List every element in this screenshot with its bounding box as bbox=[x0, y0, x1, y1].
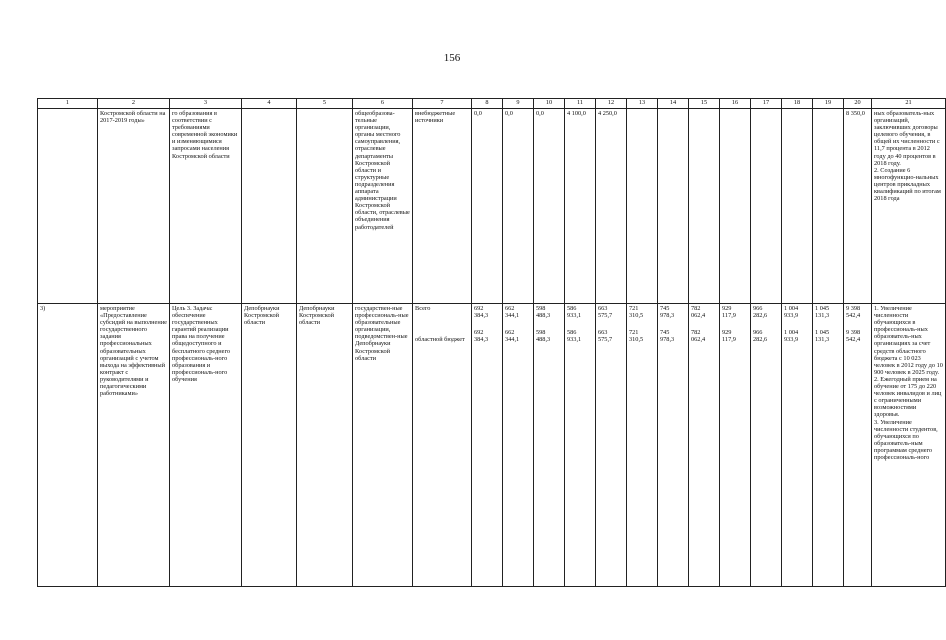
value-budget: 1 045 131,3 bbox=[815, 329, 830, 344]
table-cell bbox=[413, 304, 472, 587]
table-cell: ных образователь-ных организаций, заключивших договоры целевого обучения, в общей их численности с 11,7 процента в 2012 году до 40 процентов в 2018 году. 2. Создание 6 многофункцио-нальных центров прикладных квалификаций по итогам 2018 года bbox=[872, 109, 946, 304]
header-row bbox=[38, 99, 946, 109]
table-cell: мероприятие «Предоставление субсидий на выполнение государственного задания профессиональных образовательных организаций с учетом выхода на эффективный контракт с руководителями и педагогическими работниками» bbox=[98, 304, 170, 587]
value-budget: 929 117,9 bbox=[722, 329, 736, 344]
table-row bbox=[38, 304, 946, 587]
table-cell: 0,0 bbox=[503, 109, 534, 304]
header-cell: 3 bbox=[170, 99, 242, 109]
table-cell bbox=[596, 304, 627, 587]
table-cell: государствен-ные профессиональ-ные образовательные организации, подведомствен-ные Депобрнауки Костромской области bbox=[353, 304, 413, 587]
table-cell: Депобрнауки Костромской области bbox=[242, 304, 297, 587]
table-cell bbox=[627, 304, 658, 587]
value-budget: 598 488,3 bbox=[536, 329, 551, 344]
value-budget: 692 384,3 bbox=[474, 329, 489, 344]
table-cell: внебюджетные источники bbox=[413, 109, 472, 304]
header-cell: 11 bbox=[565, 99, 596, 109]
table-cell bbox=[658, 109, 689, 304]
table-cell bbox=[689, 304, 720, 587]
header-cell: 21 bbox=[872, 99, 946, 109]
table-cell: 3) bbox=[38, 304, 98, 587]
header-cell: 16 bbox=[720, 99, 751, 109]
value-total: 586 933,1 bbox=[567, 305, 582, 320]
value-budget: 586 933,1 bbox=[567, 329, 582, 344]
table-cell bbox=[38, 109, 98, 304]
header-cell: 9 bbox=[503, 99, 534, 109]
value-total: 9 398 542,4 bbox=[846, 305, 861, 320]
value-budget: 1 004 933,9 bbox=[784, 329, 799, 344]
value-budget: 662 344,1 bbox=[505, 329, 520, 344]
table-cell bbox=[565, 304, 596, 587]
table-cell bbox=[534, 304, 565, 587]
table-cell bbox=[242, 109, 297, 304]
table-cell bbox=[844, 304, 872, 587]
header-cell: 13 bbox=[627, 99, 658, 109]
source-regional-budget: областной бюджет bbox=[415, 336, 465, 344]
header-cell: 7 bbox=[413, 99, 472, 109]
header-cell: 8 bbox=[472, 99, 503, 109]
table-cell bbox=[751, 109, 782, 304]
table-cell bbox=[720, 109, 751, 304]
program-table bbox=[37, 98, 946, 587]
value-total: 745 978,3 bbox=[660, 305, 675, 320]
table-cell bbox=[813, 304, 844, 587]
table-cell: Костромской области на 2017-2019 годы» bbox=[98, 109, 170, 304]
value-budget: 966 282,6 bbox=[753, 329, 768, 344]
header-cell: 10 bbox=[534, 99, 565, 109]
header-cell: 12 bbox=[596, 99, 627, 109]
table-cell: 8 350,0 bbox=[844, 109, 872, 304]
header-cell: 19 bbox=[813, 99, 844, 109]
table-cell: го образования в соответствии с требованиями современной экономики и изменяющимися запросами населения Костромской области bbox=[170, 109, 242, 304]
table-cell bbox=[720, 304, 751, 587]
value-budget: 782 062,4 bbox=[691, 329, 706, 344]
header-cell: 4 bbox=[242, 99, 297, 109]
value-budget: 663 575,7 bbox=[598, 329, 613, 344]
table-cell bbox=[472, 304, 503, 587]
header-cell: 18 bbox=[782, 99, 813, 109]
table-cell: 0,0 bbox=[534, 109, 565, 304]
value-total: 662 344,1 bbox=[505, 305, 520, 320]
table-cell bbox=[627, 109, 658, 304]
header-cell: 20 bbox=[844, 99, 872, 109]
table-cell bbox=[751, 304, 782, 587]
table-cell bbox=[813, 109, 844, 304]
value-total: 598 488,3 bbox=[536, 305, 551, 320]
header-cell: 2 bbox=[98, 99, 170, 109]
value-total: 1 045 131,3 bbox=[815, 305, 830, 320]
header-cell: 17 bbox=[751, 99, 782, 109]
value-total: 1 004 933,9 bbox=[784, 305, 799, 320]
value-budget: 745 978,3 bbox=[660, 329, 675, 344]
value-total: 929 117,9 bbox=[722, 305, 736, 320]
table-cell: 4 250,0 bbox=[596, 109, 627, 304]
table-cell: 4 100,0 bbox=[565, 109, 596, 304]
value-total: 782 062,4 bbox=[691, 305, 706, 320]
value-total: 966 282,6 bbox=[753, 305, 768, 320]
value-total: 663 575,7 bbox=[598, 305, 613, 320]
table-cell: 1. Увеличение численности обучающихся в профессиональ-ных образователь-ных организациях за счет средств областного бюджета с 10 023 человек в 2012 году до 10 900 человек в 2025 году. 2. Ежегодный прием на обучение от 175 до 220 человек инвалидов и лиц с ограниченными возможностями здоровья. 3. Увеличение численности студентов, обучающихся по образователь-ным программам среднего профессиональ-ного bbox=[872, 304, 946, 587]
header-cell: 1 bbox=[38, 99, 98, 109]
table-cell bbox=[782, 304, 813, 587]
table-cell: 0,0 bbox=[472, 109, 503, 304]
page-number: 156 bbox=[443, 52, 461, 64]
table-row bbox=[38, 109, 946, 304]
table-cell bbox=[658, 304, 689, 587]
table-cell bbox=[297, 109, 353, 304]
value-total: 721 310,5 bbox=[629, 305, 644, 320]
header-cell: 6 bbox=[353, 99, 413, 109]
header-cell: 15 bbox=[689, 99, 720, 109]
table-cell: Депобрнауки Костромской области bbox=[297, 304, 353, 587]
value-budget: 9 398 542,4 bbox=[846, 329, 861, 344]
table-cell bbox=[503, 304, 534, 587]
table-cell bbox=[689, 109, 720, 304]
header-cell: 14 bbox=[658, 99, 689, 109]
header-cell: 5 bbox=[297, 99, 353, 109]
value-budget: 721 310,5 bbox=[629, 329, 644, 344]
table-cell bbox=[782, 109, 813, 304]
value-total: 692 384,3 bbox=[474, 305, 489, 320]
source-total: Всего bbox=[415, 305, 431, 312]
table-cell: общеобразова-тельные организации, органы местного самоуправления, отраслевые департаменты Костромской области и структурные подразделения аппарата администрации Костромской области, отраслевые объединения работодателей bbox=[353, 109, 413, 304]
table-cell: Цель 3. Задача: обеспечение государственных гарантий реализации права на получение общедоступного и бесплатного среднего профессиональ-ного образования и профессиональ-ного обучения bbox=[170, 304, 242, 587]
